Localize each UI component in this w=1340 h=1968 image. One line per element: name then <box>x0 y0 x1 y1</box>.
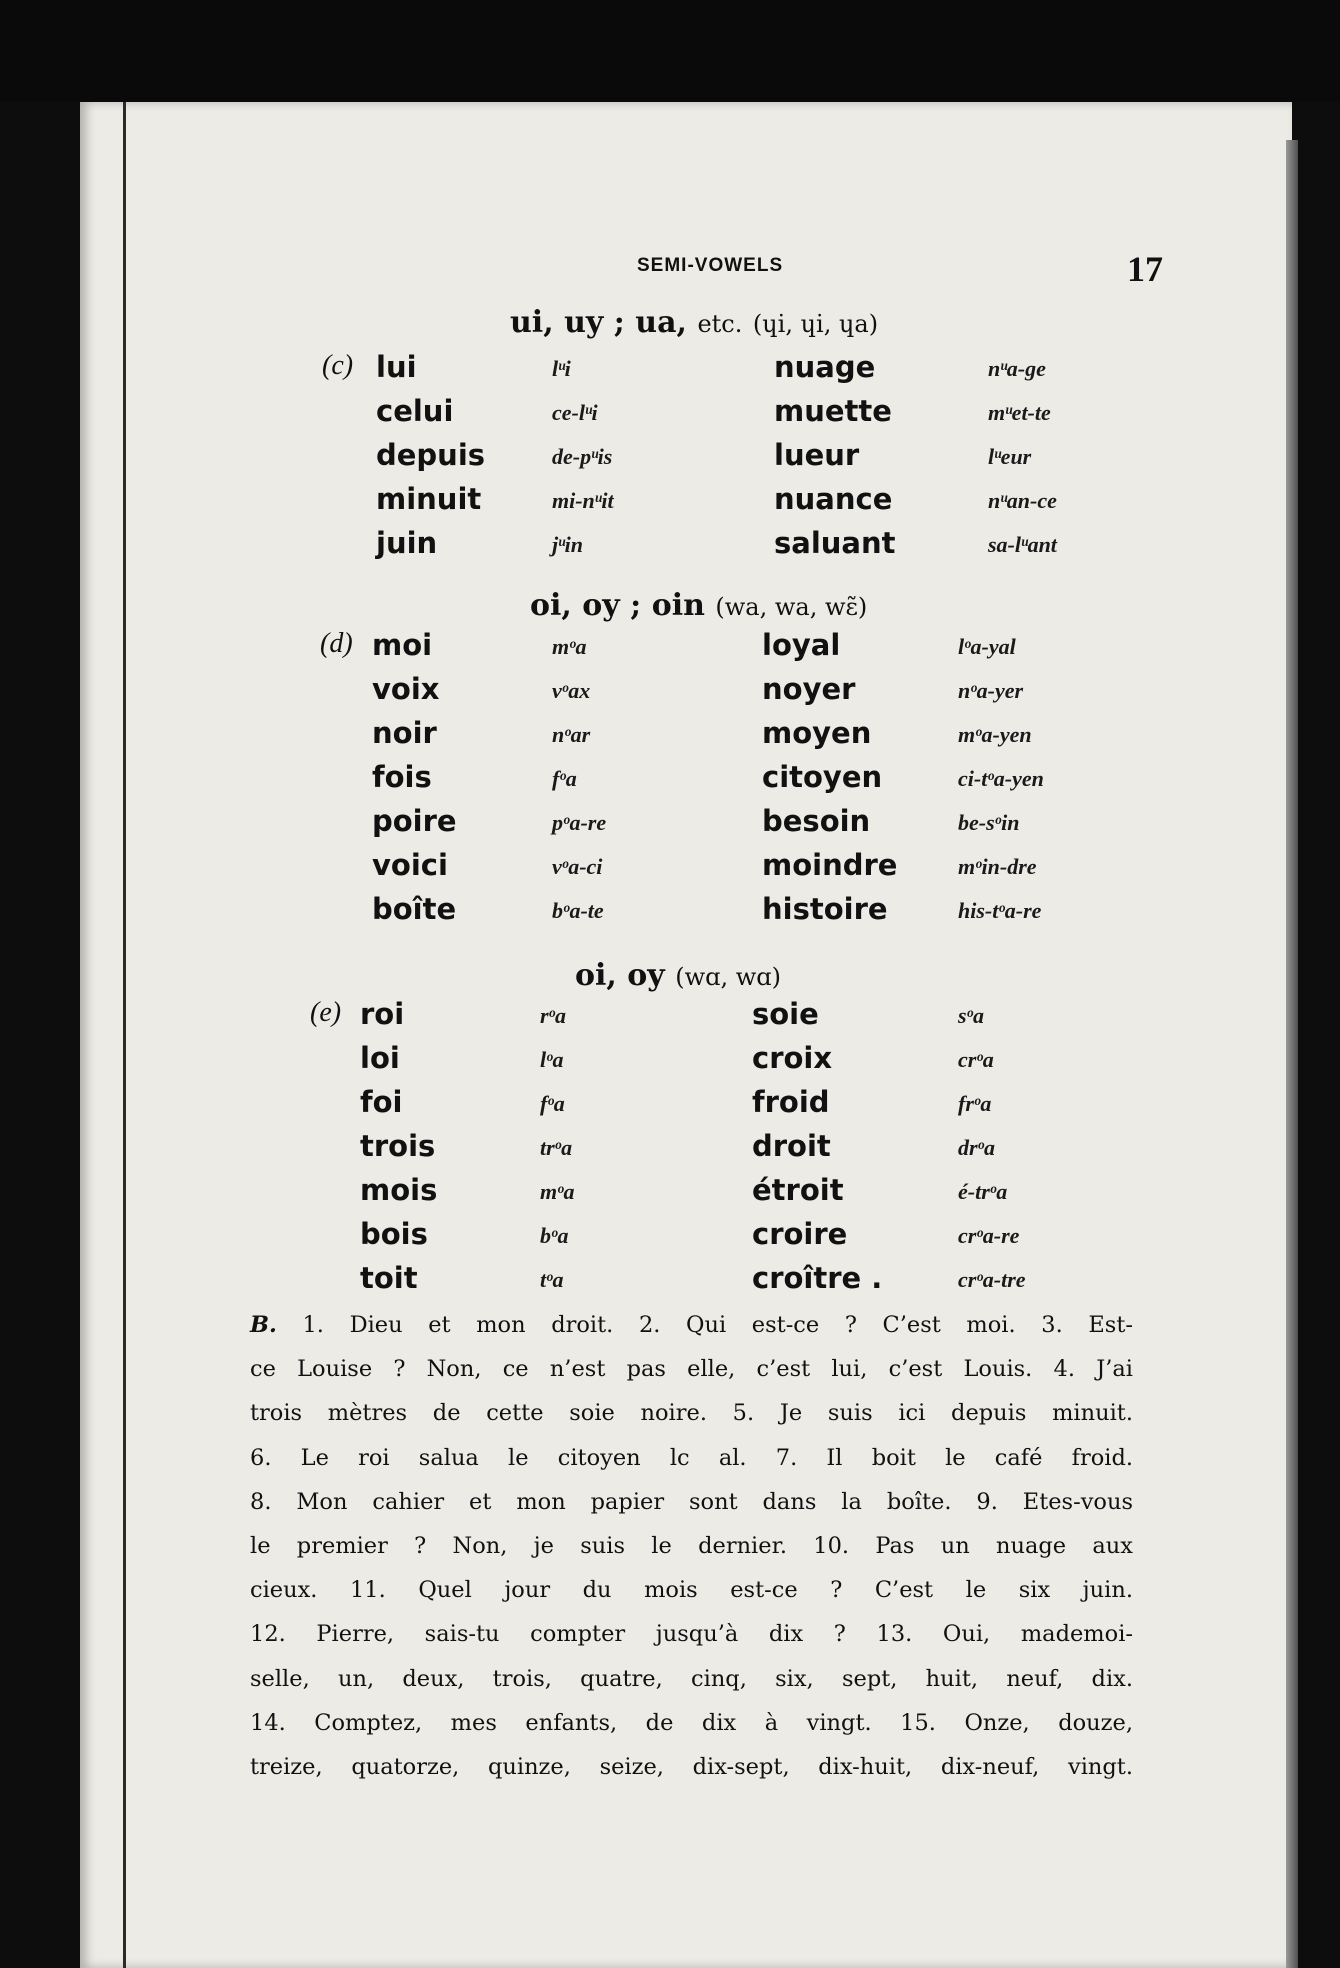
pronunciation: rᵒa <box>540 1003 567 1028</box>
exercise-line: 1. Dieu et mon droit. 2. Qui est-ce ? C’est moi. 3. Est- <box>302 1312 1133 1338</box>
pronunciation: nᵘa-ge <box>988 356 1046 381</box>
french-word: lui <box>376 350 417 384</box>
french-word: trois <box>360 1129 436 1163</box>
pronunciation: his-tᵒa-re <box>958 898 1042 923</box>
french-word: celui <box>376 394 454 428</box>
french-word: lueur <box>774 438 860 472</box>
french-word: voix <box>372 672 440 706</box>
heading-sounds: (ɥi, ɥi, ɥa) <box>752 310 879 338</box>
exercise-line: 8. Mon cahier et mon papier sont dans la boîte. 9. Etes-vous <box>250 1488 1133 1515</box>
section-label: (e) <box>310 997 342 1028</box>
french-word: soie <box>752 997 819 1031</box>
page-gutter-line <box>123 102 126 1968</box>
page-edge <box>1286 140 1298 1968</box>
french-word: croire <box>752 1217 848 1251</box>
french-word: foi <box>360 1085 403 1119</box>
french-word: loi <box>360 1041 400 1075</box>
exercise-text <box>250 1303 1133 1789</box>
french-word: loyal <box>762 628 841 662</box>
french-word: fois <box>372 760 432 794</box>
french-word: croître . <box>752 1261 883 1295</box>
section-heading <box>510 305 878 340</box>
page-number: 17 <box>1127 249 1163 289</box>
heading-sounds: (wɑ, wɑ) <box>675 963 781 991</box>
pronunciation: bᵒa <box>540 1223 569 1248</box>
pronunciation: bᵒa-te <box>552 898 604 923</box>
pronunciation: mᵘet-te <box>988 400 1051 425</box>
french-word: froid <box>752 1085 830 1119</box>
french-word: étroit <box>752 1173 844 1207</box>
french-word: juin <box>376 526 438 560</box>
pronunciation: mᵒa <box>540 1179 575 1204</box>
french-word: moi <box>372 628 433 662</box>
heading-sounds: (wa, wa, wɛ̃) <box>715 593 868 621</box>
french-word: muette <box>774 394 892 428</box>
french-word: nuance <box>774 482 893 516</box>
exercise-line: ce Louise ? Non, ce n’est pas elle, c’est lui, c’est Louis. 4. J’ai <box>250 1356 1133 1383</box>
french-word: poire <box>372 804 457 838</box>
french-word: besoin <box>762 804 871 838</box>
section-label: (c) <box>322 350 354 381</box>
pronunciation: vᵒax <box>552 678 591 703</box>
scan-border-top <box>0 0 1340 102</box>
french-word: depuis <box>376 438 486 472</box>
pronunciation: trᵒa <box>540 1135 573 1160</box>
pronunciation: sᵒa <box>958 1003 985 1028</box>
exercise-line: selle, un, deux, trois, quatre, cinq, six, sept, huit, neuf, dix. <box>250 1665 1133 1692</box>
pronunciation: fᵒa <box>552 766 577 791</box>
french-word: nuage <box>774 350 876 384</box>
french-word: noyer <box>762 672 856 706</box>
french-word: roi <box>360 997 405 1031</box>
pronunciation: be-sᵒin <box>958 810 1020 835</box>
french-word: minuit <box>376 482 482 516</box>
french-word: toit <box>360 1261 418 1295</box>
pronunciation: ci-tᵒa-yen <box>958 766 1044 791</box>
french-word: citoyen <box>762 760 883 794</box>
heading-etc: etc. <box>697 310 743 338</box>
section-label: (d) <box>320 628 353 659</box>
pronunciation: mᵒa-yen <box>958 722 1032 747</box>
french-word: boîte <box>372 892 457 926</box>
french-word: mois <box>360 1173 438 1207</box>
french-word: moindre <box>762 848 898 882</box>
french-word: noir <box>372 716 437 750</box>
exercise-line: 6. Le roi salua le citoyen lc al. 7. Il boit le café froid. <box>250 1444 1133 1471</box>
running-header: SEMI-VOWELS <box>637 255 784 276</box>
pronunciation: pᵒa-re <box>552 810 607 835</box>
pronunciation: tᵒa <box>540 1267 564 1292</box>
section-heading <box>530 588 867 623</box>
pronunciation: sa-lᵘant <box>988 532 1057 557</box>
heading-spelling: oi, oy ; oin <box>530 588 705 623</box>
exercise-line: le premier ? Non, je suis le dernier. 10. Pas un nuage aux <box>250 1533 1133 1560</box>
heading-spelling: ui, uy ; ua, <box>510 305 687 340</box>
french-word: bois <box>360 1217 428 1251</box>
pronunciation: vᵒa-ci <box>552 854 603 879</box>
pronunciation: crᵒa <box>958 1047 994 1072</box>
pronunciation: lᵒa <box>540 1047 564 1072</box>
pronunciation: lᵘi <box>552 356 571 381</box>
pronunciation: fᵒa <box>540 1091 565 1116</box>
french-word: moyen <box>762 716 872 750</box>
exercise-line: treize, quatorze, quinze, seize, dix-sept, dix-huit, dix-neuf, vingt. <box>250 1754 1133 1781</box>
exercise-line: 12. Pierre, sais-tu compter jusqu’à dix ? 13. Oui, mademoi- <box>250 1621 1133 1648</box>
pronunciation: frᵒa <box>958 1091 992 1116</box>
pronunciation: nᵘan-ce <box>988 488 1057 513</box>
exercise-line: trois mètres de cette soie noire. 5. Je suis ici depuis minuit. <box>250 1400 1133 1427</box>
french-word: croix <box>752 1041 833 1075</box>
pronunciation: de-pᵘis <box>552 444 613 469</box>
pronunciation: crᵒa-re <box>958 1223 1020 1248</box>
french-word: histoire <box>762 892 888 926</box>
pronunciation: drᵒa <box>958 1135 996 1160</box>
pronunciation: mᵒin-dre <box>958 854 1037 879</box>
heading-spelling: oi, oy <box>575 958 665 993</box>
exercise-line: cieux. 11. Quel jour du mois est-ce ? C’est le six juin. <box>250 1577 1133 1604</box>
french-word: droit <box>752 1129 831 1163</box>
pronunciation: lᵘeur <box>988 444 1032 469</box>
pronunciation: é-trᵒa <box>958 1179 1008 1204</box>
french-word: saluant <box>774 526 896 560</box>
exercise-line: 14. Comptez, mes enfants, de dix à vingt. 15. Onze, douze, <box>250 1709 1133 1736</box>
section-heading <box>575 958 781 993</box>
pronunciation: lᵒa-yal <box>958 634 1016 659</box>
french-word: voici <box>372 848 448 882</box>
pronunciation: mi-nᵘit <box>552 488 614 513</box>
pronunciation: crᵒa-tre <box>958 1267 1026 1292</box>
pronunciation: nᵒa-yer <box>958 678 1024 703</box>
exercise-label: B. <box>250 1312 277 1338</box>
pronunciation: nᵒar <box>552 722 591 747</box>
pronunciation: mᵒa <box>552 634 587 659</box>
pronunciation: ce-lᵘi <box>552 400 598 425</box>
pronunciation: jᵘin <box>552 532 584 557</box>
